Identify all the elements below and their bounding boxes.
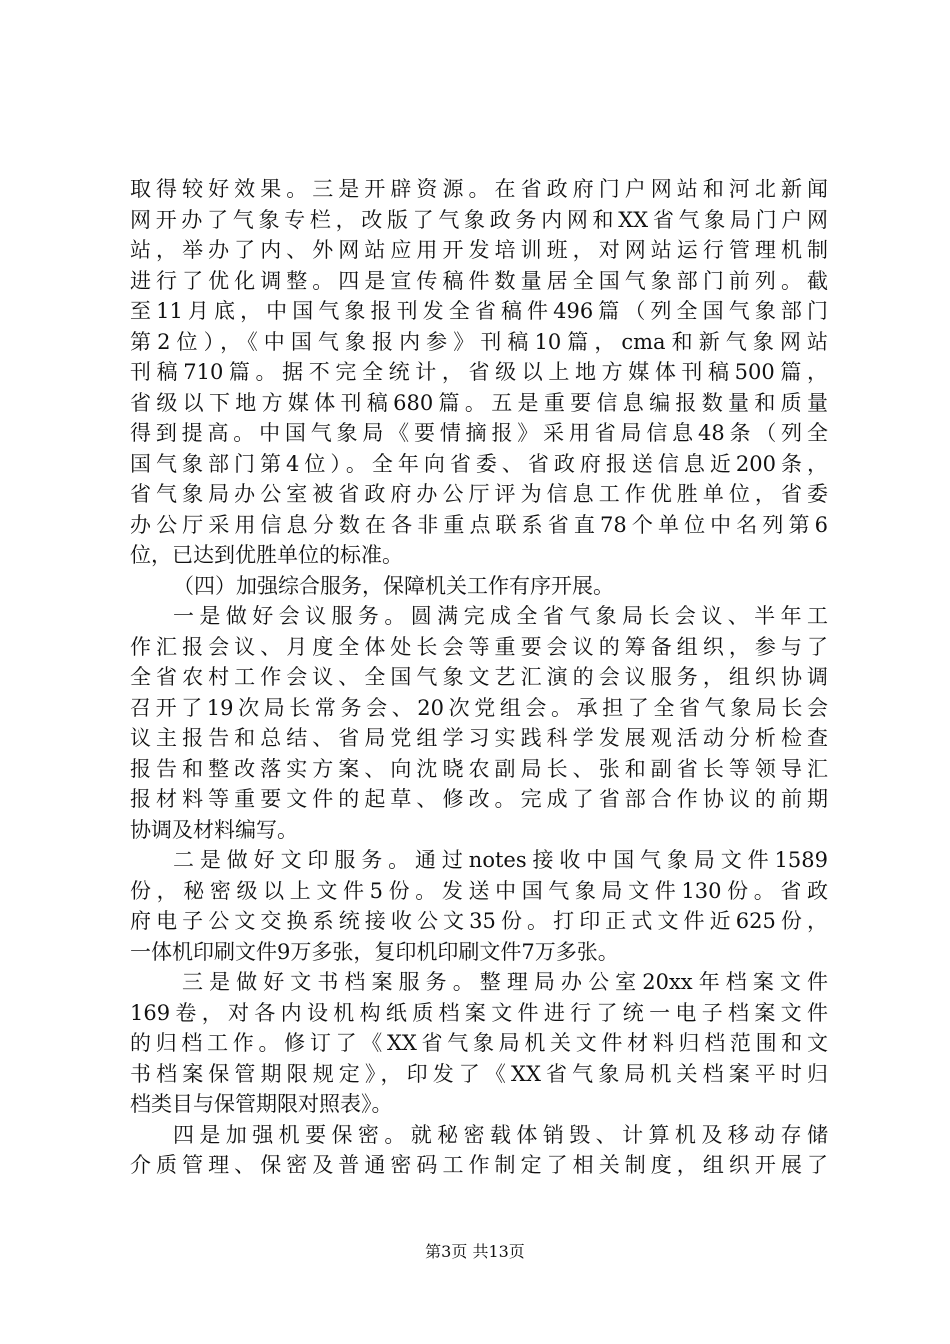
page-number-footer: 第3页 共13页 bbox=[425, 1242, 525, 1261]
text-line: 的归档工作。修订了《XX省气象局机关文件材料归档范围和文 bbox=[130, 1031, 828, 1055]
text-line: 站，举办了内、外网站应用开发培训班，对网站运行管理机制 bbox=[130, 238, 828, 262]
text-line: 书档案保管期限规定》，印发了《XX省气象局机关档案平时归 bbox=[130, 1061, 828, 1086]
text-line: 档类目与保管期限对照表》。 bbox=[130, 1092, 393, 1116]
text-line: 报材料等重要文件的起草、修改。完成了省部合作协议的前期 bbox=[130, 787, 828, 811]
text-line: 169卷，对各内设机构纸质档案文件进行了统一电子档案文件 bbox=[130, 1000, 828, 1025]
text-line: 一是做好会议服务。圆满完成全省气象局长会议、半年工 bbox=[173, 604, 828, 628]
text-line: 一体机印刷文件9万多张，复印机印刷文件7万多张。 bbox=[130, 939, 619, 964]
text-line: 份，秘密级以上文件5份。发送中国气象局文件130份。省政 bbox=[130, 878, 828, 903]
text-line: 议主报告和总结、省局党组学习实践科学发展观活动分析检查 bbox=[130, 726, 828, 750]
text-line: 国气象部门第4位）。全年向省委、省政府报送信息近200条， bbox=[130, 451, 828, 476]
text-line: 报告和整改落实方案、向沈晓农副局长、张和副省长等领导汇 bbox=[130, 756, 828, 781]
text-line: 刊稿710篇。据不完全统计，省级以上地方媒体刊稿500篇， bbox=[130, 360, 828, 384]
text-line: 至11月底，中国气象报刊发全省稿件496篇（列全国气象部门 bbox=[130, 299, 828, 323]
document-body bbox=[130, 174, 828, 1181]
text-line: 三是做好文书档案服务。整理局办公室20xx年档案文件 bbox=[182, 970, 828, 994]
text-line: 二是做好文印服务。通过notes接收中国气象局文件1589 bbox=[173, 848, 828, 872]
text-line: 四是加强机要保密。就秘密载体销毁、计算机及移动存储 bbox=[173, 1122, 828, 1147]
text-line: 省气象局办公室被省政府办公厅评为信息工作优胜单位，省委 bbox=[130, 482, 828, 506]
text-line: 位，已达到优胜单位的标准。 bbox=[130, 543, 403, 567]
text-line: 网开办了气象专栏，改版了气象政务内网和XX省气象局门户网 bbox=[130, 207, 828, 232]
section-heading: （四）加强综合服务，保障机关工作有序开展。 bbox=[173, 573, 614, 598]
text-line: 省级以下地方媒体刊稿680篇。五是重要信息编报数量和质量 bbox=[130, 390, 828, 415]
text-line: 全省农村工作会议、全国气象文艺汇演的会议服务，组织协调 bbox=[130, 665, 828, 689]
text-line: 得到提高。中国气象局《要情摘报》采用省局信息48条（列全 bbox=[130, 421, 828, 445]
text-line: 介质管理、保密及普通密码工作制定了相关制度，组织开展了 bbox=[130, 1153, 828, 1177]
text-line: 召开了19次局长常务会、20次党组会。承担了全省气象局长会 bbox=[130, 695, 828, 720]
text-line: 府电子公文交换系统接收公文35份。打印正式文件近625份， bbox=[130, 909, 828, 933]
text-line: 取得较好效果。三是开辟资源。在省政府门户网站和河北新闻 bbox=[130, 177, 828, 201]
text-line: 第2位），《中国气象报内参》刊稿10篇，cma和新气象网站 bbox=[130, 329, 828, 354]
text-line: 办公厅采用信息分数在各非重点联系省直78个单位中名列第6 bbox=[130, 512, 828, 537]
text-line: 协调及材料编写。 bbox=[130, 817, 298, 842]
text-line: 作汇报会议、月度全体处长会等重要会议的筹备组织，参与了 bbox=[130, 634, 828, 659]
text-line: 进行了优化调整。四是宣传稿件数量居全国气象部门前列。截 bbox=[130, 268, 828, 293]
